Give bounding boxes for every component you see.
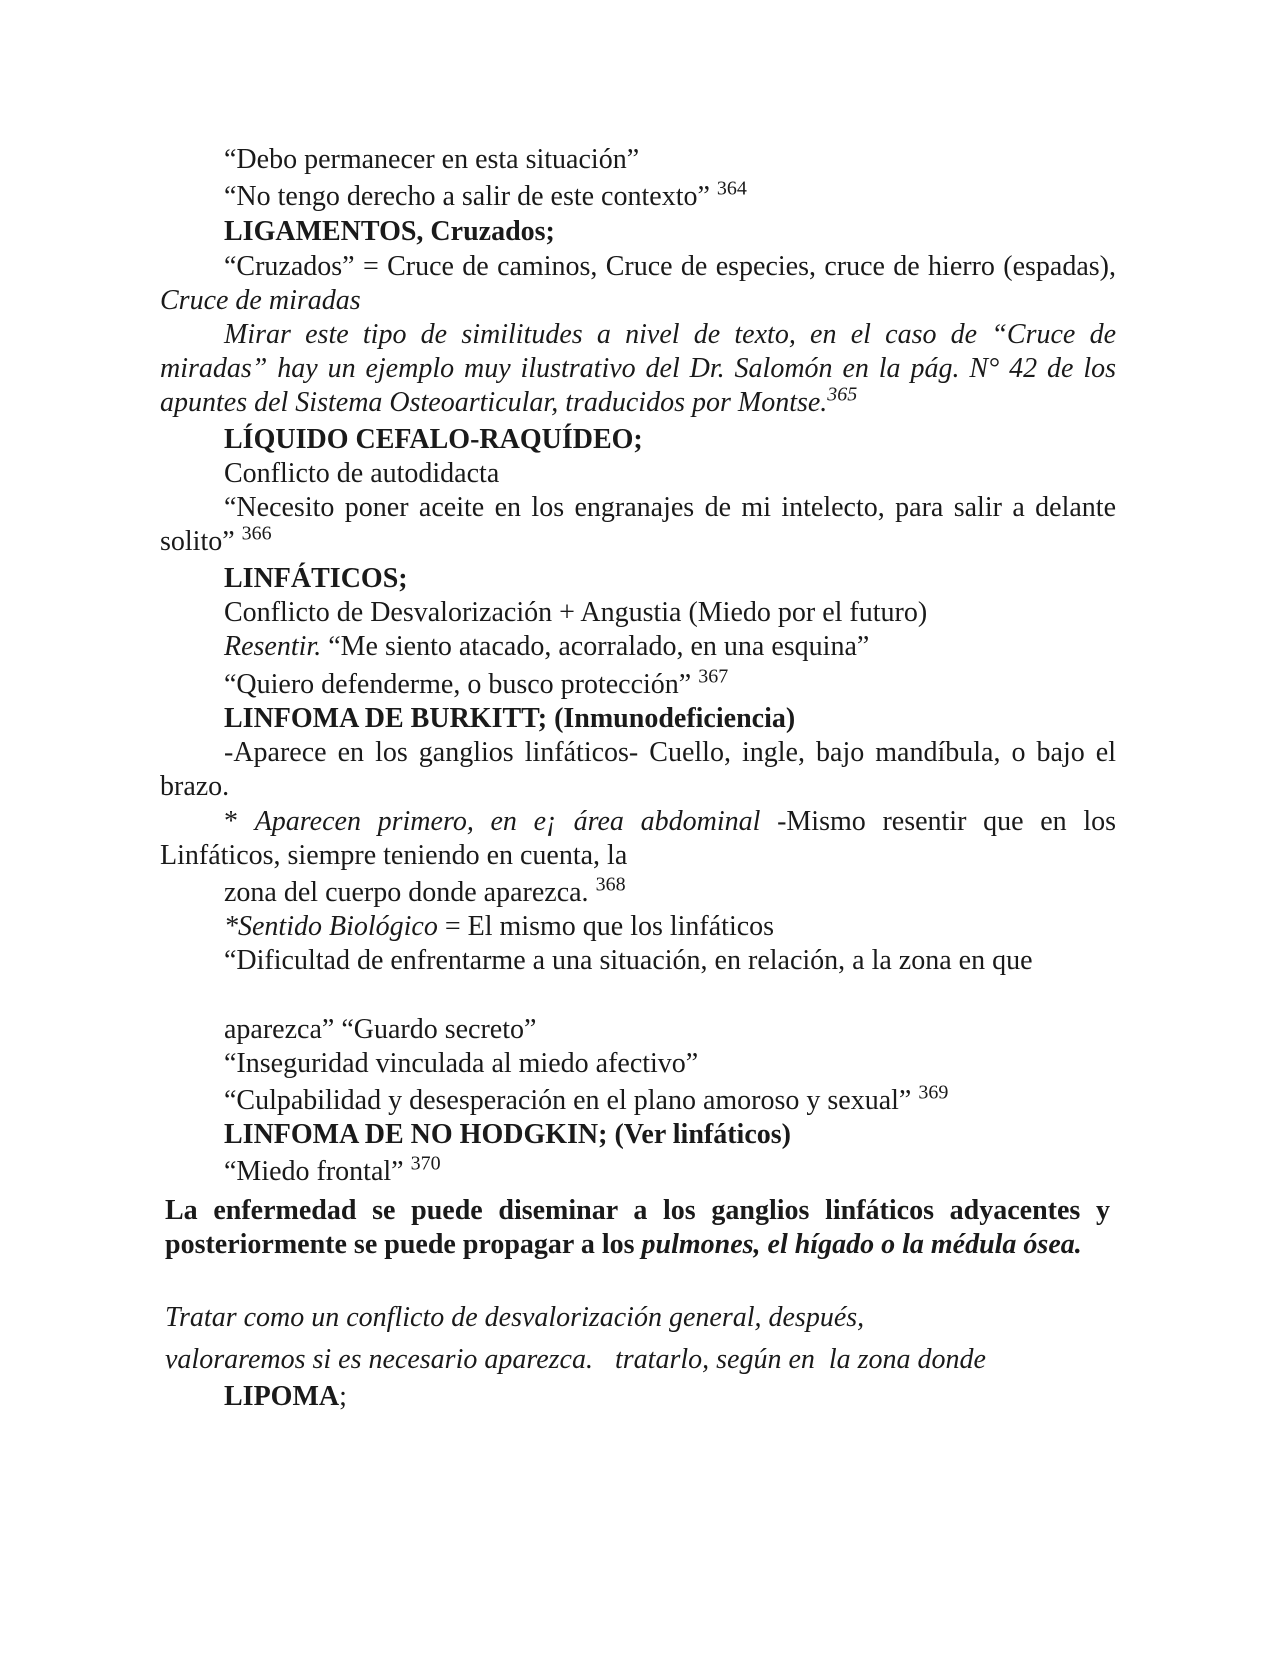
quote-culpabilidad: [224, 1081, 949, 1118]
paragraph-mirar: [160, 318, 1116, 420]
heading-linfoma-burkitt: LINFOMA DE BURKITT; (Inmunodeficiencia): [224, 703, 796, 734]
tratar-part-a: valoraremos si es necesario aparezca.: [165, 1344, 593, 1375]
paragraph-cruzados: [160, 250, 1116, 318]
sentido-italic: *Sentido Biológico: [224, 911, 438, 942]
footnote-ref-368: 368: [595, 873, 626, 896]
quote-text: “No tengo derecho a salir de este contexto”: [224, 181, 710, 212]
paragraph-necesito: [160, 491, 1116, 559]
resentir-line: [224, 630, 869, 664]
paragraph-aparece: -Aparece en los ganglios linfáticos- Cuello, ingle, bajo mandíbula, o bajo el brazo.: [160, 737, 1116, 802]
conflicto-desvalorizacion: Conflicto de Desvalorización + Angustia (Miedo por el futuro): [224, 597, 928, 628]
tratar-part-c: la zona donde: [828, 1344, 986, 1375]
necesito-text: “Necesito poner aceite en los engranajes de mi intelecto, para salir a delante solito”: [160, 492, 1116, 557]
quote-no-tengo-derecho: [224, 177, 747, 214]
footnote-ref-367: 367: [698, 665, 729, 688]
heading-liquido-cefalo-raquideo: LÍQUIDO CEFALO-RAQUÍDEO;: [224, 424, 643, 455]
footnote-ref-366: 366: [241, 522, 272, 545]
aparecen-text: -Mismo resentir que en los Linfáticos, siempre teniendo en cuenta, la: [160, 806, 1117, 871]
conflicto-autodidacta: Conflicto de autodidacta: [224, 458, 500, 489]
quote-quiero-defenderme: [224, 665, 729, 702]
mirar-text: Mirar este tipo de similitudes a nivel de texto, en el caso de “Cruce de miradas” hay un ejemplo muy ilustrativo del Dr. Salomón en la pág. N° 42 de los apuntes del Sistema Osteoarticular, traducidos por Montse.: [160, 319, 1116, 418]
heading-lipoma: [224, 1380, 347, 1414]
zona-cuerpo-line: [224, 873, 626, 910]
quote-inseguridad: “Inseguridad vinculada al miedo afectivo”: [224, 1048, 699, 1079]
tratar-part-b: tratarlo, según en: [614, 1344, 815, 1375]
heading-ligamentos: LIGAMENTOS, Cruzados;: [224, 216, 555, 247]
quote-debo-permanecer: “Debo permanecer en esta situación”: [224, 144, 640, 175]
heading-linfoma-no-hodgkin: LINFOMA DE NO HODGKIN; (Ver linfáticos): [224, 1119, 791, 1150]
paragraph-dificultad: “Dificultad de enfrentarme a una situación, en relación, a la zona en que: [224, 945, 1033, 976]
quiero-text: “Quiero defenderme, o busco protección”: [224, 669, 692, 700]
aparecen-italic: Aparecen primero, en e¡ área abdominal: [254, 806, 761, 837]
aparezca-guardo-secreto: aparezca” “Guardo secreto”: [224, 1014, 537, 1045]
heading-linfaticos: LINFÁTICOS;: [224, 563, 408, 594]
enfermedad-italic: pulmones, el hígado o la médula ósea.: [641, 1229, 1082, 1260]
zona-text: zona del cuerpo donde aparezca.: [224, 877, 589, 908]
tratar-line-1: Tratar como un conflicto de desvalorización general, después,: [165, 1302, 865, 1333]
footnote-ref-364: 364: [716, 177, 747, 200]
lipoma-bold: LIPOMA: [224, 1381, 340, 1412]
paragraph-enfermedad-disemina: [165, 1194, 1110, 1262]
footnote-ref-369: 369: [918, 1081, 949, 1104]
culpabilidad-text: “Culpabilidad y desesperación en el plano amoroso y sexual”: [224, 1085, 912, 1116]
aparecen-star: *: [224, 806, 255, 837]
resentir-italic: Resentir.: [224, 631, 322, 662]
tratar-line-2: [165, 1343, 986, 1377]
sentido-biologico-line: [224, 910, 774, 944]
lipoma-semicolon: ;: [339, 1381, 347, 1412]
cruzados-italic: Cruce de miradas: [160, 285, 361, 316]
footnote-ref-365: 365: [827, 383, 858, 406]
sentido-text: = El mismo que los linfáticos: [437, 911, 775, 942]
miedo-text: “Miedo frontal”: [224, 1156, 404, 1187]
quote-miedo-frontal: [224, 1152, 441, 1189]
footnote-ref-370: 370: [410, 1152, 441, 1175]
resentir-text: “Me siento atacado, acorralado, en una esquina”: [321, 631, 870, 662]
paragraph-aparecen-primero: [160, 805, 1116, 873]
enfermedad-text: La enfermedad se puede diseminar a los ganglios linfáticos adyacentes y posteriormente se puede propagar a los: [165, 1195, 1110, 1260]
cruzados-text: “Cruzados” = Cruce de caminos, Cruce de especies, cruce de hierro (espadas),: [224, 251, 1116, 282]
